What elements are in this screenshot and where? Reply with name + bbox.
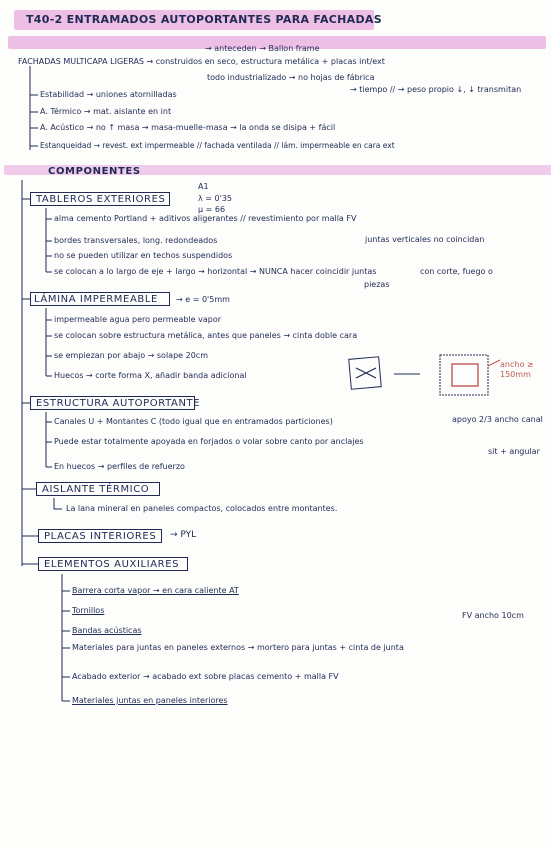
tableros-line-1: alma cemento Portland + aditivos aligerantes // revestimiento por malla FV bbox=[54, 214, 357, 223]
auxiliares-item-6: Materiales juntas en paneles interiores bbox=[72, 696, 228, 705]
tableros-right-note-1: juntas verticales no coincidan bbox=[365, 235, 485, 244]
placas-label: PLACAS INTERIORES bbox=[44, 531, 157, 542]
tableros-label: TABLEROS EXTERIORES bbox=[36, 194, 166, 205]
page-title: T40-2 ENTRAMADOS AUTOPORTANTES PARA FACHADAS bbox=[26, 13, 382, 26]
auxiliares-item-4: Materiales para juntas en paneles externos → mortero para juntas + cinta de junta bbox=[72, 643, 404, 652]
auxiliares-label: ELEMENTOS AUXILIARES bbox=[44, 559, 180, 570]
aislante-label: AISLANTE TÉRMICO bbox=[42, 484, 150, 495]
aislante-line-1: La lana mineral en paneles compactos, colocados entre montantes. bbox=[66, 504, 338, 513]
auxiliares-item-2: Tornillos bbox=[72, 606, 105, 615]
lamina-line-4: Huecos → corte forma X, añadir banda adicional bbox=[54, 371, 247, 380]
intro-line-1: → anteceden → Ballon frame bbox=[205, 44, 320, 53]
intro-line-5: Estabilidad → uniones atornilladas bbox=[40, 90, 177, 99]
auxiliares-right-note: FV ancho 10cm bbox=[462, 611, 524, 620]
intro-line-4: → tiempo // → peso propio ↓, ↓ transmitan bbox=[350, 85, 522, 94]
tableros-line-2: bordes transversales, long. redondeados bbox=[54, 236, 218, 245]
estructura-right-note-2: sit + angular bbox=[488, 447, 540, 456]
estructura-line-1: Canales U + Montantes C (todo igual que en entramados particiones) bbox=[54, 417, 333, 426]
tableros-note-2: λ = 0'35 bbox=[198, 194, 232, 203]
estructura-line-2: Puede estar totalmente apoyada en forjados o volar sobre canto por anclajes bbox=[54, 437, 364, 446]
tableros-line-3: no se pueden utilizar en techos suspendidos bbox=[54, 251, 233, 260]
tableros-note-1: A1 bbox=[198, 182, 209, 191]
intro-line-2: FACHADAS MULTICAPA LIGERAS → construidos en seco, estructura metálica + placas int/ext bbox=[18, 57, 385, 66]
lamina-suffix: → e = 0'5mm bbox=[176, 295, 230, 304]
auxiliares-item-1: Barrera corta vapor → en cara caliente AT bbox=[72, 586, 239, 595]
tableros-right-note-3: piezas bbox=[364, 280, 390, 289]
auxiliares-item-3: Bandas acústicas bbox=[72, 626, 142, 635]
intro-line-8: Estanqueidad → revest. ext impermeable // fachada ventilada // lám. impermeable en cara ext bbox=[40, 141, 395, 150]
components-heading: COMPONENTES bbox=[48, 166, 141, 177]
intro-line-3: todo industrializado → no hojas de fábrica bbox=[207, 73, 375, 82]
lamina-sketch-note: ancho ≥ 150mm bbox=[500, 360, 534, 380]
estructura-line-3: En huecos → perfiles de refuerzo bbox=[54, 462, 185, 471]
tableros-line-4: se colocan a lo largo de eje + largo → horizontal → NUNCA hacer coincidir juntas bbox=[54, 267, 377, 276]
tableros-right-note-2: con corte, fuego o bbox=[420, 267, 493, 276]
intro-line-6: A. Térmico → mat. aislante en int bbox=[40, 107, 172, 116]
lamina-line-3: se empiezan por abajo → solape 20cm bbox=[54, 351, 208, 360]
auxiliares-item-5: Acabado exterior → acabado ext sobre placas cemento + malla FV bbox=[72, 672, 339, 681]
lamina-line-1: impermeable agua pero permeable vapor bbox=[54, 315, 222, 324]
estructura-label: ESTRUCTURA AUTOPORTANTE bbox=[36, 398, 201, 409]
estructura-right-note-1: apoyo 2/3 ancho canal bbox=[452, 415, 543, 424]
tableros-note-3: μ = 66 bbox=[198, 205, 226, 214]
lamina-line-2: se colocan sobre estructura metálica, antes que paneles → cinta doble cara bbox=[54, 331, 358, 340]
lamina-label: LÁMINA IMPERMEABLE bbox=[34, 294, 158, 305]
placas-suffix: → PYL bbox=[170, 530, 197, 540]
intro-line-7: A. Acústico → no ↑ masa → masa-muelle-masa → la onda se disipa + fácil bbox=[40, 123, 336, 132]
